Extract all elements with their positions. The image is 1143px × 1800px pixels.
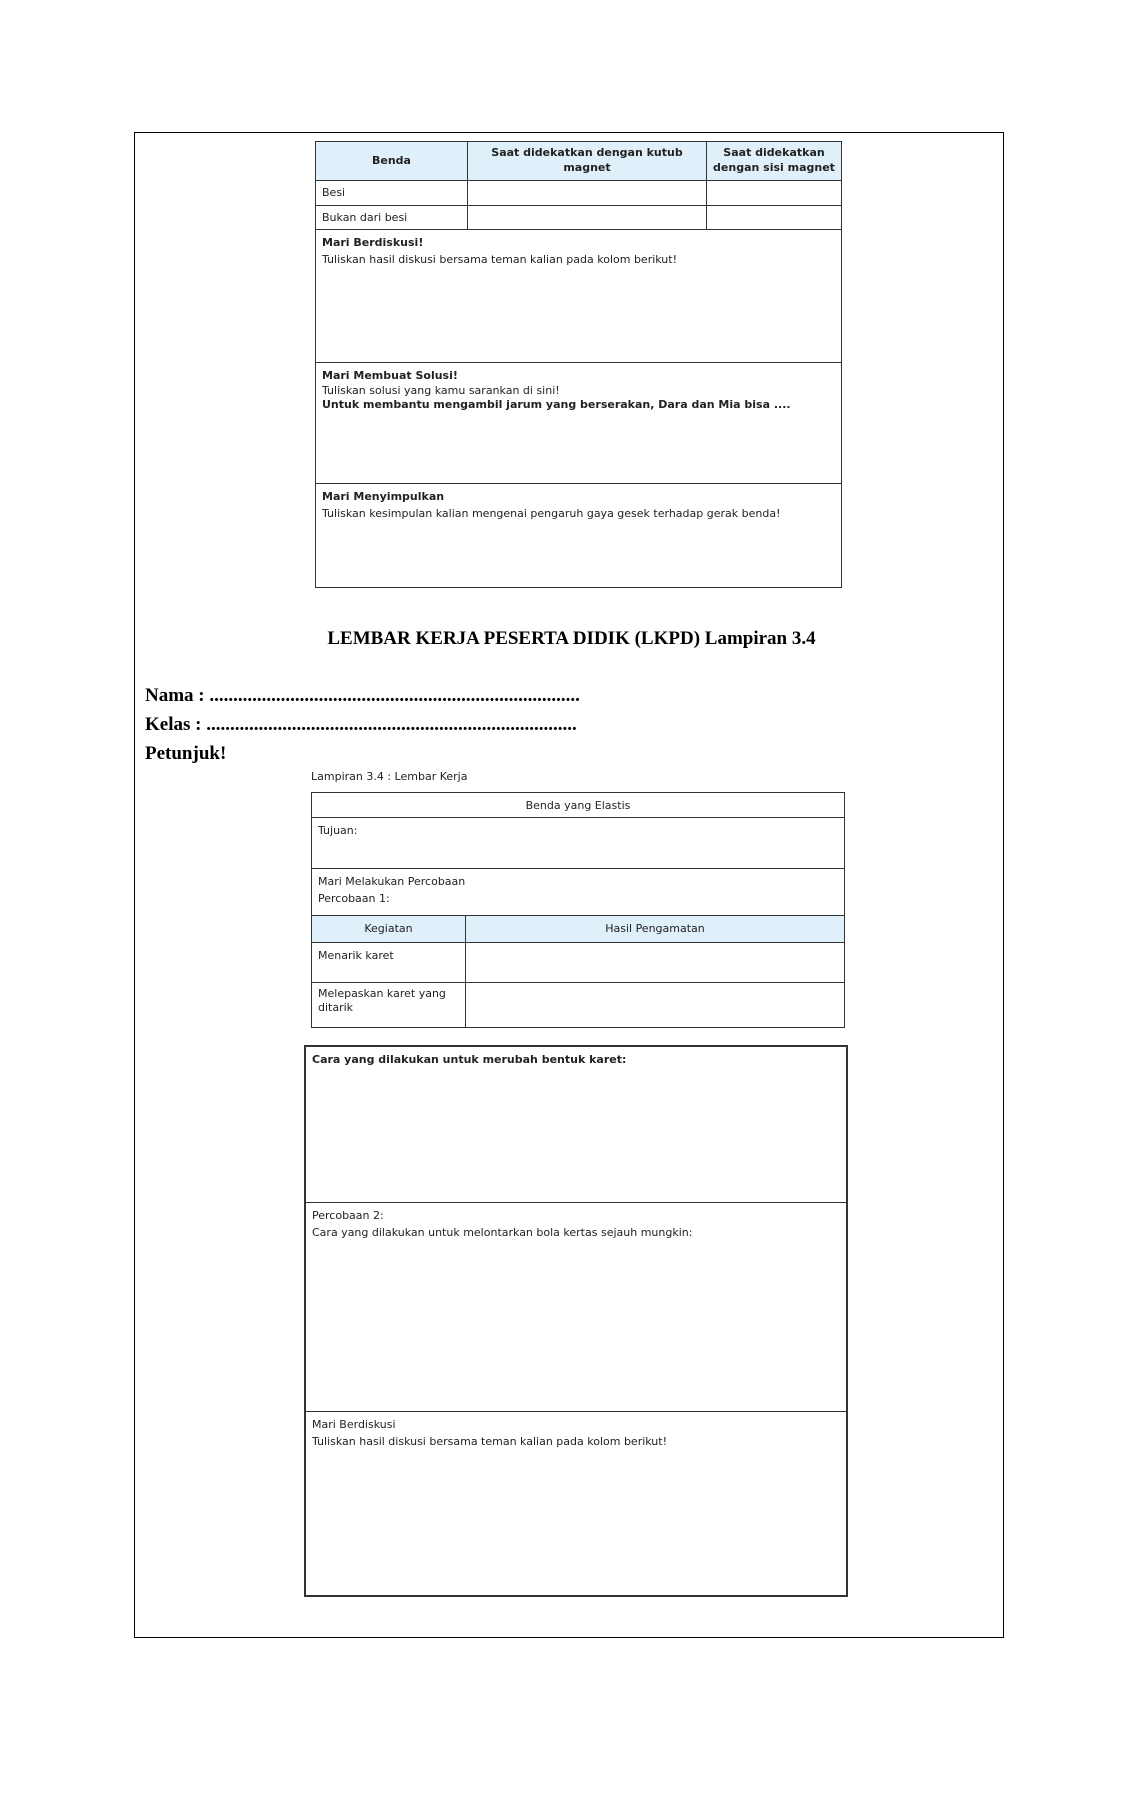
percobaan2-label: Percobaan 2: (312, 1209, 384, 1222)
row-menarik: Menarik karet (311, 942, 466, 983)
diskusi2-section[interactable] (304, 1411, 848, 1597)
diskusi-section[interactable] (315, 229, 842, 363)
header-benda: Benda (315, 141, 468, 181)
solusi-title: Mari Membuat Solusi! (322, 369, 458, 382)
elastis-heading: Benda yang Elastis (311, 792, 845, 818)
header-sisi: Saat didekatkan dengan sisi magnet (706, 141, 842, 181)
percobaan-section (311, 868, 845, 916)
cell-empty[interactable] (465, 982, 845, 1028)
simpulan-text: Tuliskan kesimpulan kalian mengenai pengaruh gaya gesek terhadap gerak benda! (322, 507, 781, 521)
percobaan1-label: Percobaan 1: (318, 892, 390, 906)
percobaan2-section[interactable] (304, 1202, 848, 1412)
solusi-section[interactable] (315, 362, 842, 484)
petunjuk-label: Petunjuk! (145, 743, 227, 764)
cell-empty[interactable] (467, 205, 707, 230)
header-kutub: Saat didekatkan dengan kutub magnet (467, 141, 707, 181)
cara1-section[interactable] (304, 1045, 848, 1203)
page-title: LEMBAR KERJA PESERTA DIDIK (LKPD) Lampiran 3.4 (327, 628, 816, 649)
diskusi2-title: Mari Berdiskusi (312, 1418, 396, 1431)
header-kegiatan: Kegiatan (311, 915, 466, 943)
row-besi: Besi (315, 180, 468, 206)
kelas-field[interactable]: Kelas : .............................................................................. (145, 714, 577, 735)
cell-empty[interactable] (706, 180, 842, 206)
percobaan-title: Mari Melakukan Percobaan (318, 875, 466, 888)
simpulan-section[interactable] (315, 483, 842, 588)
simpulan-title: Mari Menyimpulkan (322, 490, 445, 503)
diskusi2-text: Tuliskan hasil diskusi bersama teman kalian pada kolom berikut! (312, 1435, 668, 1449)
cell-empty[interactable] (465, 942, 845, 983)
lampiran-caption: Lampiran 3.4 : Lembar Kerja (311, 770, 468, 783)
tujuan-section[interactable]: Tujuan: (311, 817, 845, 869)
cara2-text: Cara yang dilakukan untuk melontarkan bola kertas sejauh mungkin: (312, 1226, 693, 1240)
solusi-prompt: Untuk membantu mengambil jarum yang berserakan, Dara dan Mia bisa .... (322, 398, 791, 412)
diskusi-text: Tuliskan hasil diskusi bersama teman kalian pada kolom berikut! (322, 253, 678, 267)
header-hasil: Hasil Pengamatan (465, 915, 845, 943)
nama-field[interactable]: Nama : .............................................................................. (145, 685, 580, 706)
diskusi-title: Mari Berdiskusi! (322, 236, 424, 249)
row-bukan-besi: Bukan dari besi (315, 205, 468, 230)
cell-empty[interactable] (467, 180, 707, 206)
cell-empty[interactable] (706, 205, 842, 230)
row-melepaskan: Melepaskan karet yang ditarik (311, 982, 466, 1028)
cara1-text: Cara yang dilakukan untuk merubah bentuk karet: (312, 1053, 627, 1066)
solusi-text: Tuliskan solusi yang kamu sarankan di sini! (322, 384, 560, 398)
